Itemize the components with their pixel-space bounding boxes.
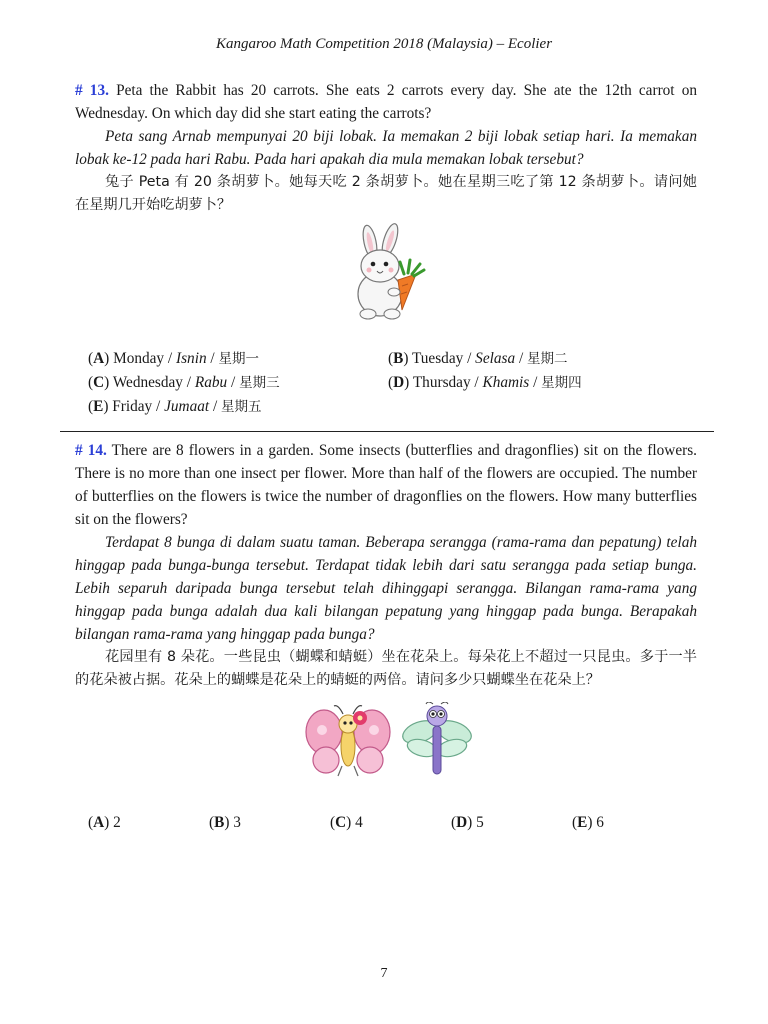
question-14-options (88, 814, 708, 832)
question-13-chinese: 兔子 Peta 有 20 条胡萝卜。她每天吃 2 条胡萝卜。她在星期三吃了第 12 条胡萝卜。请问她在星期几开始吃胡萝卜？ (75, 174, 697, 213)
rabbit-with-carrot-illustration (338, 222, 430, 322)
question-13-english-text: Peta the Rabbit has 20 carrots. She eats 2 carrots every day. She ate the 12th carrot on Wednesday. On which day did she start eating the carrots? (75, 82, 698, 122)
option-14-c[interactable]: (C) 4 (330, 814, 363, 831)
option-14-e[interactable]: (E) 6 (572, 814, 604, 831)
question-14-english (75, 439, 697, 531)
question-14-number: # 14. (75, 442, 107, 459)
question-13-options (88, 347, 688, 419)
question-14 (75, 439, 697, 692)
question-13-english (75, 79, 697, 125)
butterfly-dragonfly-illustration (302, 702, 472, 782)
option-13-a[interactable]: (A) Monday / Isnin / 星期一 (88, 350, 260, 367)
butterfly-icon (306, 706, 390, 776)
option-13-d[interactable]: (D) Thursday / Khamis / 星期四 (388, 374, 582, 391)
option-14-a[interactable]: (A) 2 (88, 814, 121, 831)
question-14-malay: Terdapat 8 bunga di dalam suatu taman. Beberapa serangga (rama-rama dan pepatung) telah hinggap pada bunga-bunga tersebut. Terdapat tidak lebih dari satu serangga pada setiap bunga. Lebih separuh daripada bunga tersebut telah dihinggapi serangga. Bilangan rama-rama yang hinggap pada bunga adalah dua kali bilangan pepatung yang hinggap pada bunga. Berapakah bilangan rama-rama yang hinggap pada bunga? (75, 534, 697, 643)
page-number: 7 (380, 966, 388, 981)
running-header: Kangaroo Math Competition 2018 (Malaysia) – Ecolier (215, 36, 553, 52)
question-13 (75, 79, 697, 217)
question-14-english-text: There are 8 flowers in a garden. Some insects (butterflies and dragonflies) sit on the flowers. There is no more than one insect per flower. More than half of the flowers are occupied. The number of butterflies on the flowers is twice the number of dragonflies on the flowers. How many butterflies sit on the flowers? (75, 442, 698, 528)
option-14-d[interactable]: (D) 5 (451, 814, 484, 831)
question-13-malay: Peta sang Arnab mempunyai 20 biji lobak. Ia memakan 2 biji lobak setiap hari. Ia memakan lobak ke-12 pada hari Rabu. Pada hari apakah dia mula memakan lobak tersebut? (75, 128, 697, 168)
question-13-number: # 13. (75, 82, 109, 99)
option-13-c[interactable]: (C) Wednesday / Rabu / 星期三 (88, 374, 280, 391)
question-14-chinese: 花园里有 8 朵花。一些昆虫（蝴蝶和蜻蜓）坐在花朵上。每朵花上不超过一只昆虫。多于一半的花朵被占据。花朵上的蝴蝶是花朵上的蜻蜓的两倍。请问多少只蝴蝶坐在花朵上？ (75, 649, 697, 688)
option-13-b[interactable]: (B) Tuesday / Selasa / 星期二 (388, 350, 568, 367)
option-14-b[interactable]: (B) 3 (209, 814, 241, 831)
section-divider (60, 431, 714, 432)
option-13-e[interactable]: (E) Friday / Jumaat / 星期五 (88, 398, 262, 415)
dragonfly-icon (400, 702, 472, 774)
